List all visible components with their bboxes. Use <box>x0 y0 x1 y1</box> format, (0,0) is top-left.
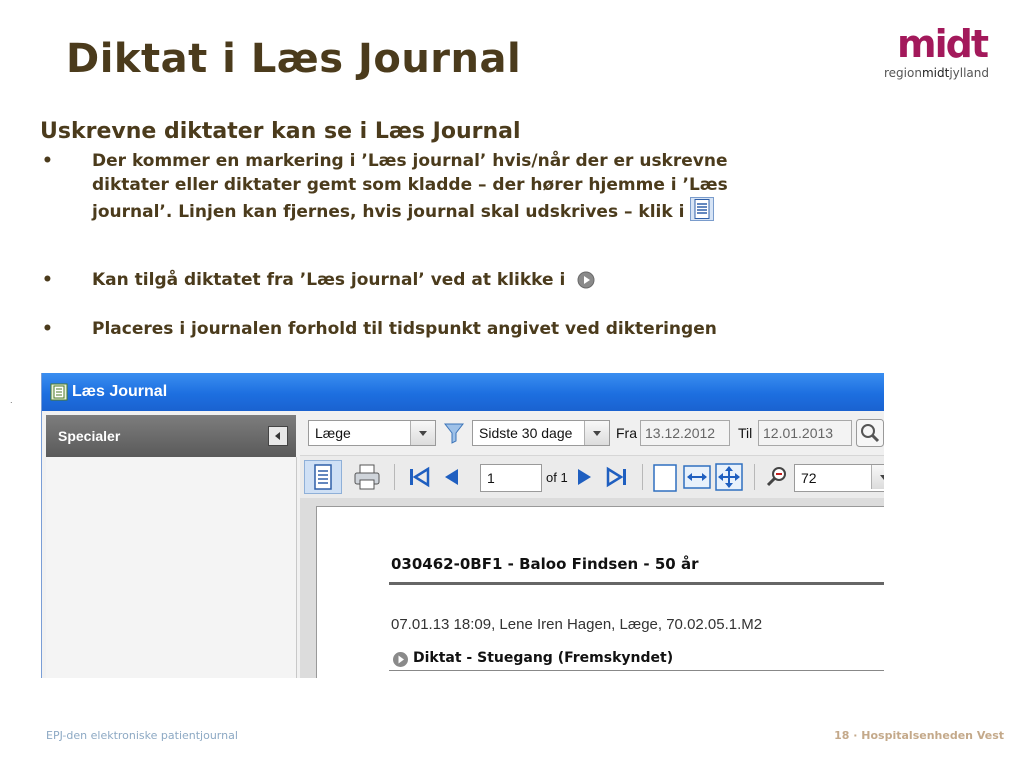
page-number-value: 1 <box>487 470 495 486</box>
logo-sub-suffix: jylland <box>949 66 989 80</box>
bullet-item-1 <box>40 149 800 245</box>
previous-page-icon <box>436 462 466 492</box>
search-icon <box>856 419 884 447</box>
to-date-field[interactable] <box>758 420 852 446</box>
print-button[interactable] <box>352 462 382 492</box>
bullet-item-2 <box>40 268 800 292</box>
window-title: Læs Journal <box>72 383 168 400</box>
filter-toolbar <box>300 413 884 455</box>
filter-icon[interactable] <box>444 422 464 448</box>
role-select[interactable] <box>308 420 436 446</box>
bullet-text-1 <box>92 149 792 228</box>
page-number-input[interactable] <box>480 464 542 492</box>
to-date-value: 12.01.2013 <box>763 425 834 441</box>
toggle-markings-button[interactable] <box>304 460 342 494</box>
first-page-button[interactable] <box>404 462 434 492</box>
bullet-marker: • <box>42 151 53 171</box>
slide-title: Diktat i Læs Journal <box>66 36 522 82</box>
role-select-value: Læge <box>315 425 351 441</box>
single-page-view-button[interactable] <box>650 462 680 492</box>
next-page-button[interactable] <box>570 462 600 492</box>
bullet-text-3: Placeres i journalen forhold til tidspunkt angivet ved dikteringen <box>92 319 717 339</box>
journal-entry-line: 07.01.13 18:09, Lene Iren Hagen, Læge, 70.02.05.1.M2 <box>391 616 763 633</box>
bullet-text-2 <box>92 268 792 296</box>
region-midtjylland-logo <box>880 24 1004 84</box>
diktat-link[interactable]: Diktat - Stuegang (Fremskyndet) <box>413 650 674 666</box>
logo-subtitle <box>884 66 989 80</box>
laes-journal-window <box>41 373 884 678</box>
collapse-panel-button[interactable] <box>268 426 288 446</box>
specialer-panel <box>46 457 297 678</box>
zoom-value: 72 <box>801 470 817 486</box>
chevron-down-icon[interactable] <box>410 421 435 445</box>
window-app-icon <box>50 383 68 405</box>
page-view-icon <box>650 462 680 492</box>
page-count-label: of 1 <box>546 470 568 485</box>
toolbar-divider <box>754 464 755 490</box>
bullet-marker: • <box>42 319 53 339</box>
from-date-field[interactable] <box>640 420 730 446</box>
bullet-text-1-content: Der kommer en markering i ’Læs journal’ hvis/når der er uskrevne diktater eller diktater gemt som kladde – der hører hjemme i ’Læs journal’. Linjen kan fjernes, hvis journal skal udskrives – klik i <box>92 151 728 222</box>
last-page-icon <box>602 462 632 492</box>
document-list-icon <box>305 461 341 493</box>
printer-icon <box>352 462 382 492</box>
next-page-icon <box>570 462 600 492</box>
from-label: Fra <box>616 425 637 441</box>
fit-page-button[interactable] <box>714 462 744 492</box>
play-circle-icon[interactable] <box>393 652 408 667</box>
period-select[interactable] <box>472 420 610 446</box>
window-titlebar <box>42 373 884 411</box>
to-label: Til <box>738 425 753 441</box>
play-circle-icon <box>577 271 595 296</box>
patient-heading: 030462-0BF1 - Baloo Findsen - 50 år <box>391 555 699 573</box>
small-mark: . <box>10 396 13 405</box>
specialer-panel-header <box>46 415 296 457</box>
zoom-select[interactable] <box>794 464 884 492</box>
toolbar-divider <box>394 464 395 490</box>
fit-width-icon <box>682 462 712 492</box>
heading-divider <box>389 582 884 585</box>
bullet-marker: • <box>42 270 53 290</box>
document-toolbar <box>300 455 884 499</box>
document-viewer <box>300 498 884 678</box>
toolbar-divider <box>642 464 643 490</box>
logo-sub-prefix: region <box>884 66 922 80</box>
bullet-text-2-content: Kan tilgå diktatet fra ’Læs journal’ ved at klikke i <box>92 270 566 290</box>
footer-right-text: 18 · Hospitalsenheden Vest <box>834 729 1004 742</box>
fit-width-button[interactable] <box>682 462 712 492</box>
first-page-icon <box>404 462 434 492</box>
previous-page-button[interactable] <box>436 462 466 492</box>
chevron-down-icon[interactable] <box>871 465 884 489</box>
entry-divider <box>389 670 884 671</box>
fit-page-icon <box>714 462 744 492</box>
bullet-item-3 <box>40 317 800 365</box>
specialer-label: Specialer <box>58 428 121 444</box>
period-select-value: Sidste 30 dage <box>479 425 573 441</box>
zoom-icon <box>762 462 792 492</box>
document-list-icon <box>690 197 714 228</box>
from-date-value: 13.12.2012 <box>645 425 716 441</box>
footer-left-text: EPJ-den elektroniske patientjournal <box>46 729 238 742</box>
logo-wordmark: midt <box>897 22 987 66</box>
zoom-button[interactable] <box>762 462 792 492</box>
slide-subtitle: Uskrevne diktater kan se i Læs Journal <box>40 119 521 144</box>
logo-sub-bold: midt <box>921 66 950 80</box>
document-page <box>316 506 884 678</box>
search-button[interactable] <box>856 419 884 451</box>
chevron-left-icon <box>269 427 287 445</box>
chevron-down-icon[interactable] <box>584 421 609 445</box>
last-page-button[interactable] <box>602 462 632 492</box>
